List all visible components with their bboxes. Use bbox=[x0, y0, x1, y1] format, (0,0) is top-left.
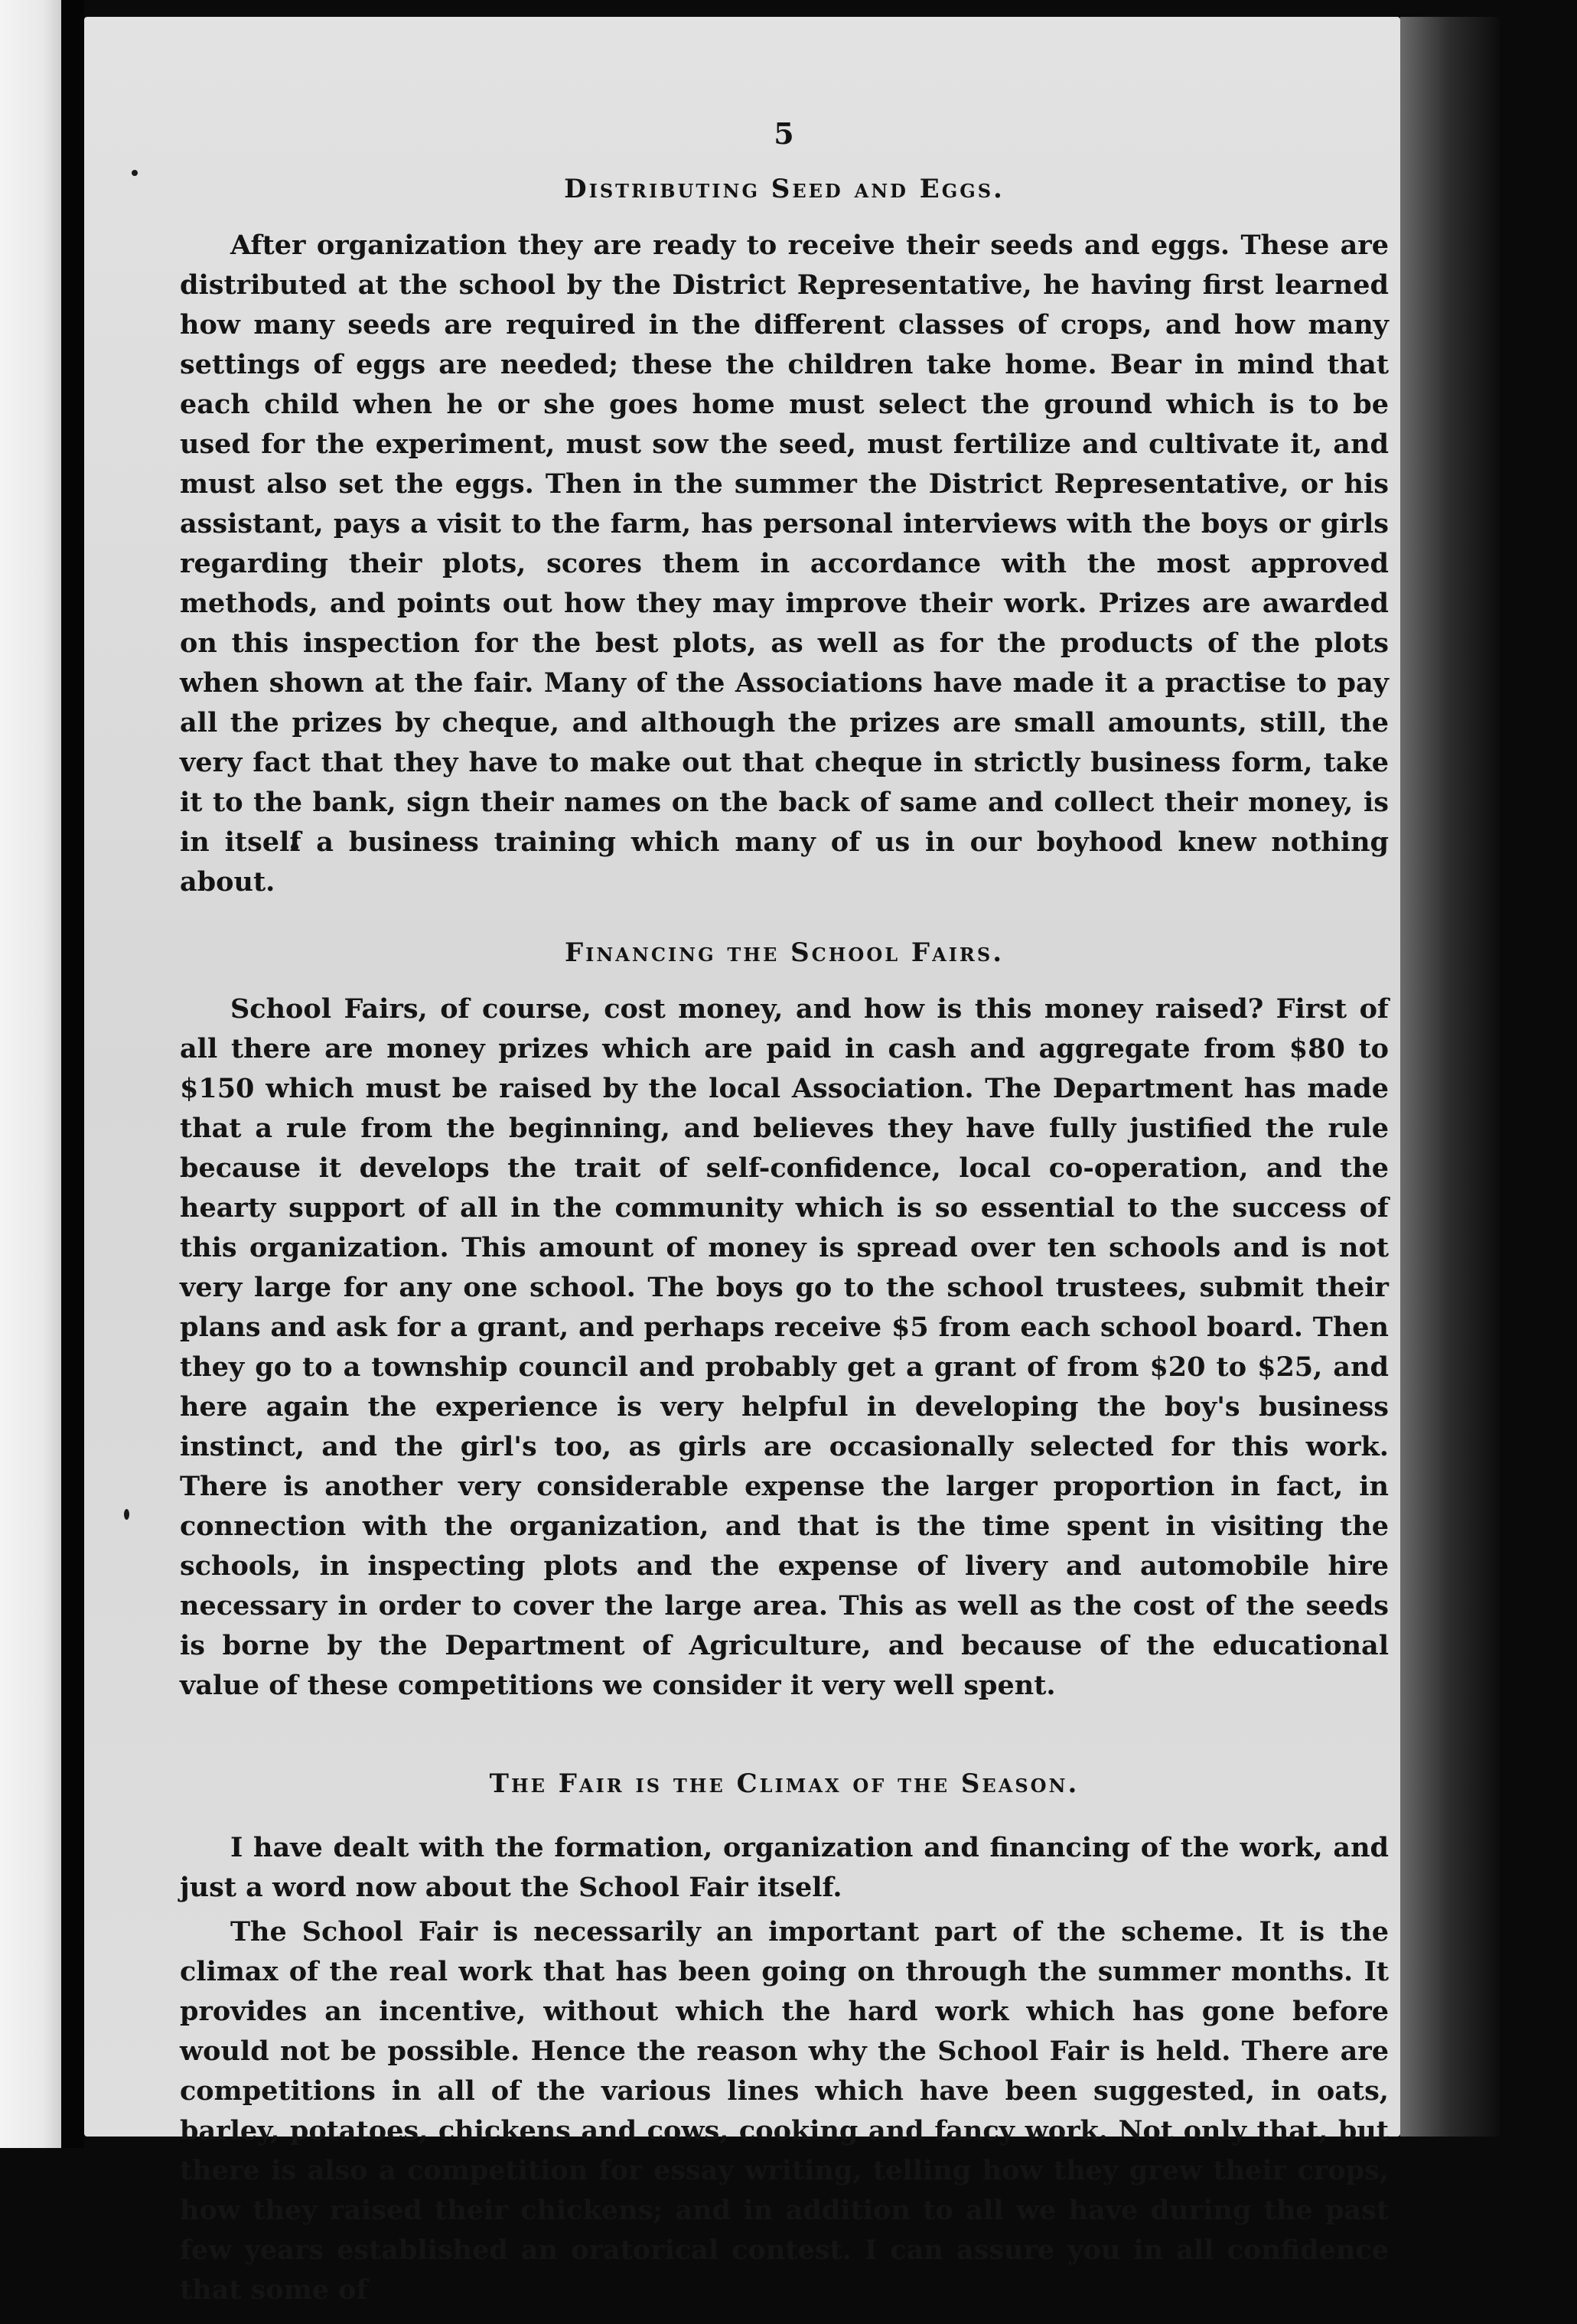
body-paragraph: I have dealt with the formation, organization and financing of the work, and just a word now about the School Fair itself. bbox=[180, 1832, 1389, 1903]
page-number: 5 bbox=[774, 116, 795, 151]
body-paragraph: After organization they are ready to receive their seeds and eggs. These are distributed at the school by the District Representative, he having first learned how many seeds are required in the different classes of crops, and how many settings of eggs are needed; these the children take home. Bear in mind that each child when he or she goes home must select the ground which is to be used for the experiment, must sow the seed, must fertilize and cultivate it, and must also set the eggs. Then in the summer the District Representative, or his assistant, pays a visit to the farm, has personal interviews with the boys or girls regarding their plots, scores them in accordance with the most approved methods, and points out how they may improve their work. Prizes are awarded on this inspection for the best plots, as well as for the products of the plots when shown at the fair. Many of the Associations have made it a practise to pay all the prizes by cheque, and although the prizes are small amounts, still, the very fact that they have to make out that cheque in strictly business form, take it to the bank, sign their names on the back of same and collect their money, is in itself a business training which many of us in our boyhood knew nothing about. bbox=[180, 230, 1389, 898]
page-edge-shadow bbox=[1400, 17, 1500, 2137]
scanned-page bbox=[84, 17, 1400, 2306]
facing-page-edge bbox=[0, 0, 61, 2148]
body-paragraph: School Fairs, of course, cost money, and how is this money raised? First of all there are money prizes which are paid in cash and aggregate from $80 to $150 which must be raised by the local Association. The Department has made that a rule from the beginning, and believes they have fully justified the rule because it develops the trait of self-confidence, local co-operation, and the hearty support of all in the community which is so essential to the success of this organization. This amount of money is spread over ten schools and is not very large for any one school. The boys go to the school trustees, submit their plans and ask for a grant, and perhaps receive $5 from each school board. Then they go to a township council and probably get a grant of from $20 to $25, and here again the experience is very helpful in developing the boy's business instinct, and the girl's too, as girls are occasionally selected for this work. There is another very considerable expense the larger proportion in fact, in connection with the organization, and that is the time spent in visiting the schools, in inspecting plots and the expense of livery and automobile hire necessary in order to cover the large area. This as well as the cost of the seeds is borne by the Department of Agriculture, and because of the educational value of these competitions we consider it very well spent. bbox=[180, 993, 1389, 1701]
section-financing bbox=[180, 937, 1389, 1706]
book-gutter bbox=[61, 0, 84, 2148]
page-content bbox=[180, 116, 1389, 2324]
body-paragraph: The School Fair is necessarily an important part of the scheme. It is the climax of the real work that has been going on through the summer months. It provides an incentive, without which the hard work which has gone before would not be possible. Hence the reason why the School Fair is held. There are competitions in all of the various lines which have been suggested, in oats, barley, potatoes, chickens and cows, cooking and fancy work. Not only that, but there is also a competition for essay writing, telling how they grew their crops, how they raised their chickens; and in addition to all we have during the past few years established an oratorical contest. I can assure you in all confidence that some of bbox=[180, 1916, 1389, 2306]
section-heading: The Fair is the Climax of the Season. bbox=[489, 1768, 1080, 1799]
section-fair-climax bbox=[180, 1768, 1389, 2310]
section-heading: Financing the School Fairs. bbox=[564, 937, 1005, 968]
section-heading: Distributing Seed and Eggs. bbox=[564, 174, 1005, 204]
ink-speck bbox=[124, 1509, 129, 1520]
ink-speck bbox=[132, 170, 138, 176]
section-distributing-seed bbox=[180, 174, 1389, 902]
